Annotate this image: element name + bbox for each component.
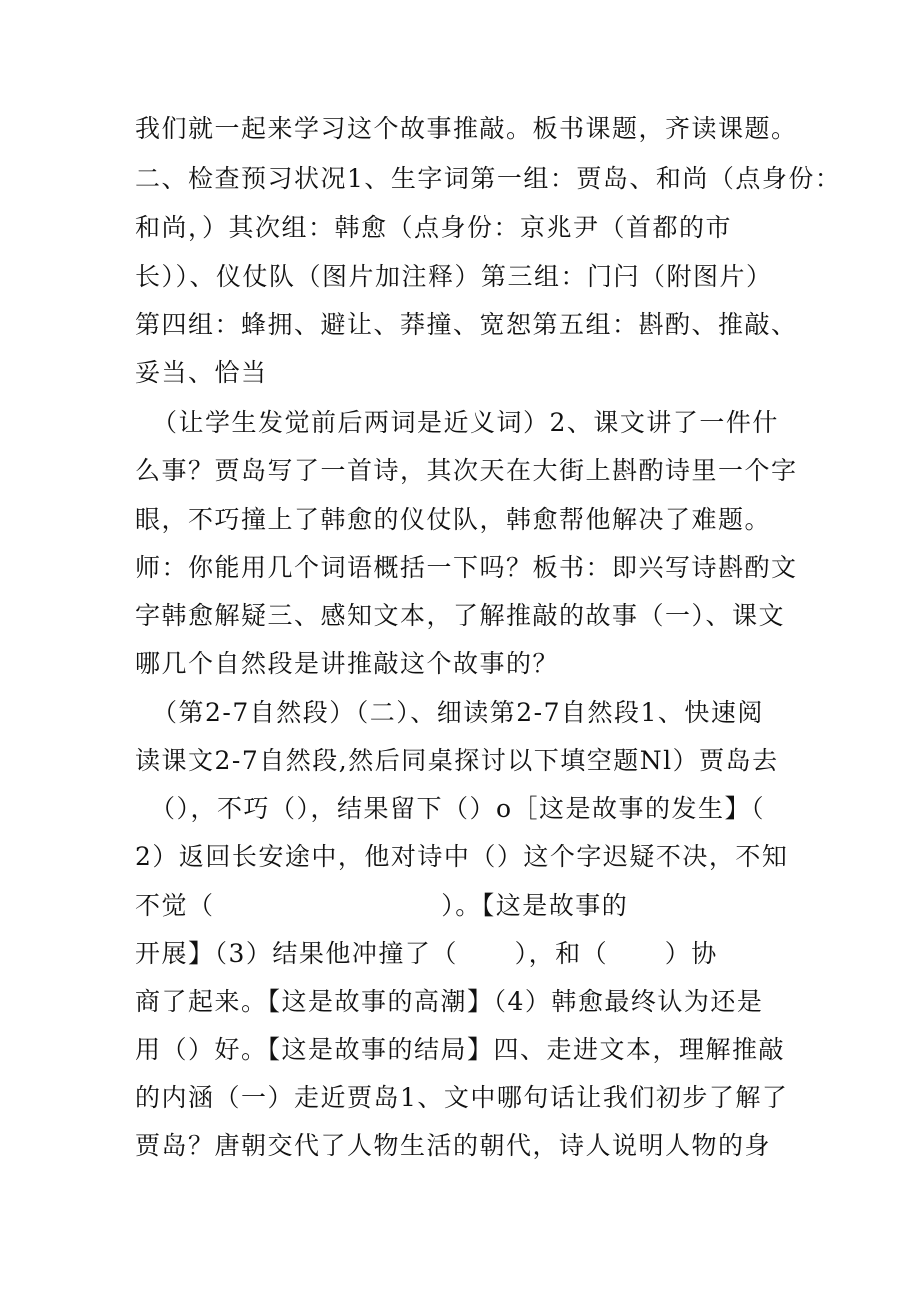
text-line-11: 字韩愈解疑三、感知文本，了解推敲的故事（一）、课文 <box>135 601 786 630</box>
text-line-1: 我们就一起来学习这个故事推敲。板书课题，齐读课题。 <box>135 114 798 143</box>
text-line-20: 用（）好。【这是故事的结局】四、走进文本，理解推敲 <box>135 1035 786 1064</box>
text-line-10: 师：你能用几个词语概括一下吗？板书：即兴写诗斟酌文 <box>135 553 798 582</box>
text-line-22: 贾岛？唐朝交代了人物生活的朝代，诗人说明人物的身 <box>135 1131 772 1160</box>
text-line-5: 第四组：蜂拥、避让、莽撞、宽恕第五组：斟酌、推敲、 <box>135 310 798 339</box>
text-line-14: 读课文2-7自然段,然后同桌探讨以下填空题Nl）贾岛去 <box>135 746 779 775</box>
text-line-18: 开展】（3）结果他冲撞了（ ），和（ ）协 <box>135 939 718 968</box>
text-line-19: 商了起来。【这是故事的高潮】（4）韩愈最终认为还是 <box>135 987 764 1016</box>
text-line-6: 妥当、恰当 <box>135 358 268 387</box>
text-line-15: （），不巧（），结果留下（）o［这是故事的发生】（ <box>150 794 766 823</box>
text-line-17: 不觉（ ）。【这是故事的 <box>135 891 629 920</box>
text-line-12: 哪几个自然段是讲推敲这个故事的？ <box>135 649 560 678</box>
text-line-2: 二、检查预习状况1、生字词第一组：贾岛、和尚（点身份： <box>135 164 842 193</box>
text-line-9: 眼，不巧撞上了韩愈的仪仗队，韩愈帮他解决了难题。 <box>135 505 772 534</box>
text-line-21: 的内涵（一）走近贾岛1、文中哪句话让我们初步了解了 <box>135 1083 789 1112</box>
text-line-4: 长））、仪仗队（图片加注释）第三组：门闩（附图片） <box>135 262 773 291</box>
text-line-7: （让学生发觉前后两词是近义词）2、课文讲了一件什 <box>152 408 779 437</box>
text-line-13: （第2-7自然段）（二）、细读第2-7自然段1、快速阅 <box>152 698 764 727</box>
text-line-8: 么事？贾岛写了一首诗，其次天在大街上斟酌诗里一个字 <box>135 456 798 485</box>
text-line-3: 和尚，）其次组：韩愈（点身份：京兆尹（首都的市 <box>135 213 733 242</box>
text-line-16: 2）返回长安途中，他对诗中（）这个字迟疑不决，不知 <box>135 842 789 871</box>
